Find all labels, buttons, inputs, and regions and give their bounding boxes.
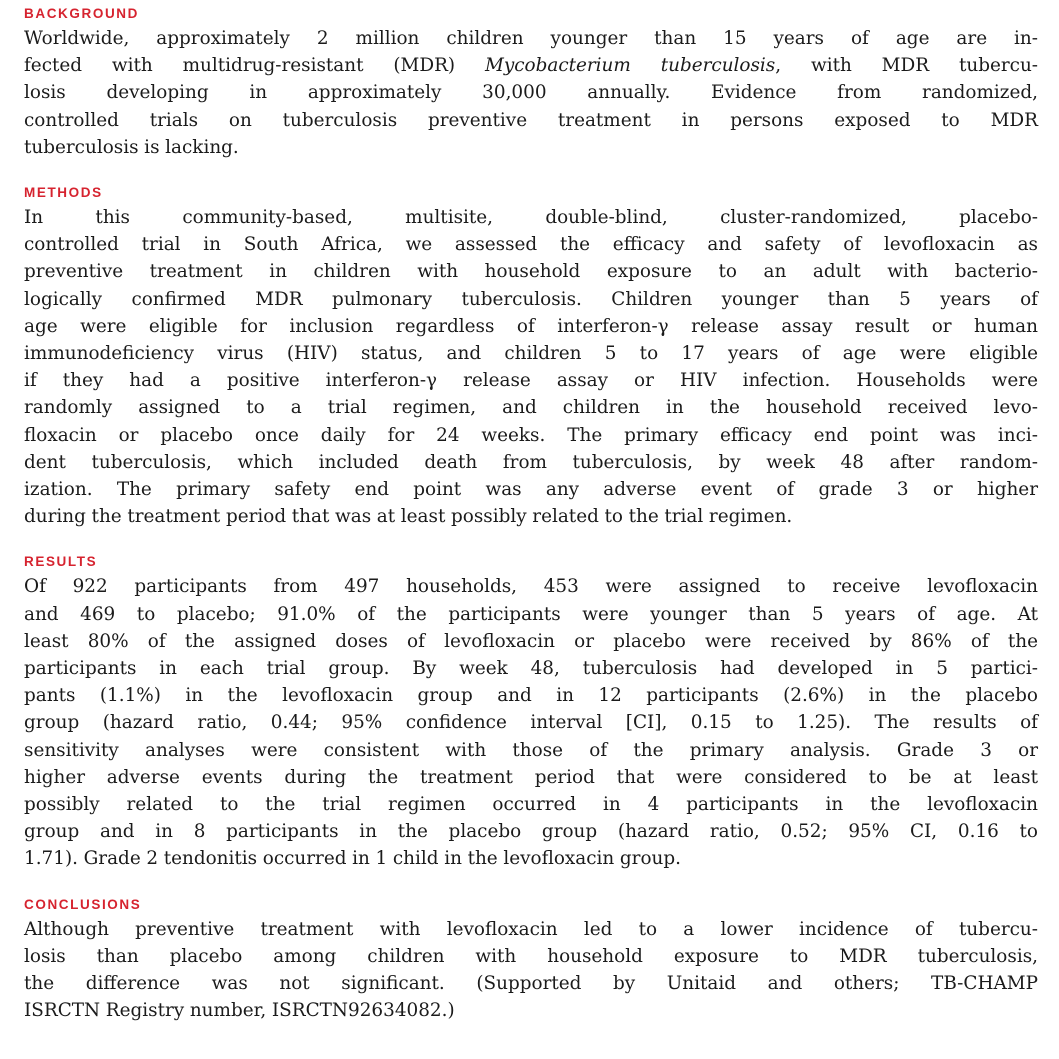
text-line: controlled trials on tuberculosis preventive treatment in persons exposed to MDR [24, 109, 1038, 131]
text-line: randomly assigned to a trial regimen, and children in the household received levo- [24, 397, 1038, 419]
text-line: the difference was not significant. (Supported by Unitaid and others; TB-CHAMP [24, 973, 1038, 995]
text-line: during the treatment period that was at least possibly related to the trial regimen. [24, 506, 793, 528]
abstract [24, 6, 1038, 1049]
conclusions-heading: CONCLUSIONS [24, 896, 142, 912]
text-line: In this community-based, multisite, double-blind, cluster-randomized, placebo- [24, 207, 1038, 229]
results-section [24, 554, 1038, 872]
text-line: pants (1.1%) in the levofloxacin group and in 12 participants (2.6%) in the placebo [24, 685, 1038, 707]
text-line: Worldwide, approximately 2 million children younger than 15 years of age are in- [24, 28, 1038, 49]
background-heading: BACKGROUND [24, 6, 139, 21]
text-line: logically confirmed MDR pulmonary tuberculosis. Children younger than 5 years of [24, 288, 1038, 310]
methods-heading: METHODS [24, 185, 103, 201]
text-line: losis developing in approximately 30,000 annually. Evidence from randomized, [24, 82, 1038, 104]
text-line: least 80% of the assigned doses of levofloxacin or placebo were received by 86% of the [24, 630, 1038, 652]
methods-text [24, 204, 1038, 530]
methods-section [24, 185, 1038, 530]
conclusions-text [24, 916, 1038, 1025]
text-line: tuberculosis is lacking. [24, 136, 239, 158]
text-line: group and in 8 participants in the placebo group (hazard ratio, 0.52; 95% CI, 0.16 to [24, 821, 1038, 843]
text-line: floxacin or placebo once daily for 24 weeks. The primary efficacy end point was inci- [24, 424, 1038, 446]
text-line: higher adverse events during the treatment period that were considered to be at least [24, 766, 1038, 788]
text-line: 1.71). Grade 2 tendonitis occurred in 1 child in the levofloxacin group. [24, 848, 682, 870]
text-line: participants in each trial group. By week 48, tuberculosis had developed in 5 partici- [24, 658, 1038, 680]
conclusions-section [24, 897, 1038, 1025]
background-section [24, 6, 1038, 161]
text-line: age were eligible for inclusion regardless of interferon-γ release assay result or human [24, 315, 1038, 337]
text-line: sensitivity analyses were consistent with those of the primary analysis. Grade 3 or [24, 739, 1038, 761]
background-text [24, 25, 1038, 161]
text-line: Although preventive treatment with levofloxacin led to a lower incidence of tubercu- [24, 918, 1038, 940]
italic-term: Mycobacterium tuberculosis [484, 55, 776, 77]
text-line: fected with multidrug-resistant (MDR) Mycobacterium tuberculosis, with MDR tubercu- [24, 55, 1039, 77]
text-line: losis than placebo among children with household exposure to MDR tuberculosis, [24, 945, 1038, 967]
text-line: ISRCTN Registry number, ISRCTN92634082.) [24, 1000, 455, 1022]
text-line: group (hazard ratio, 0.44; 95% confidence interval [CI], 0.15 to 1.25). The results of [24, 712, 1038, 734]
text-line: Of 922 participants from 497 households, 453 were assigned to receive levofloxacin [24, 576, 1038, 598]
text-line: possibly related to the trial regimen occurred in 4 participants in the levofloxacin [24, 794, 1038, 816]
results-heading: RESULTS [24, 554, 98, 570]
text-line: dent tuberculosis, which included death from tuberculosis, by week 48 after random- [24, 451, 1038, 473]
text-line: ization. The primary safety end point was any adverse event of grade 3 or higher [24, 479, 1038, 501]
text-line: if they had a positive interferon-γ release assay or HIV infection. Households were [24, 370, 1038, 392]
text-line: controlled trial in South Africa, we assessed the efficacy and safety of levofloxacin as [24, 234, 1038, 256]
text-line: preventive treatment in children with household exposure to an adult with bacterio- [24, 261, 1038, 283]
text-line: and 469 to placebo; 91.0% of the participants were younger than 5 years of age. At [24, 603, 1038, 625]
text-line: immunodeficiency virus (HIV) status, and children 5 to 17 years of age were eligible [24, 343, 1038, 365]
results-text [24, 573, 1038, 872]
